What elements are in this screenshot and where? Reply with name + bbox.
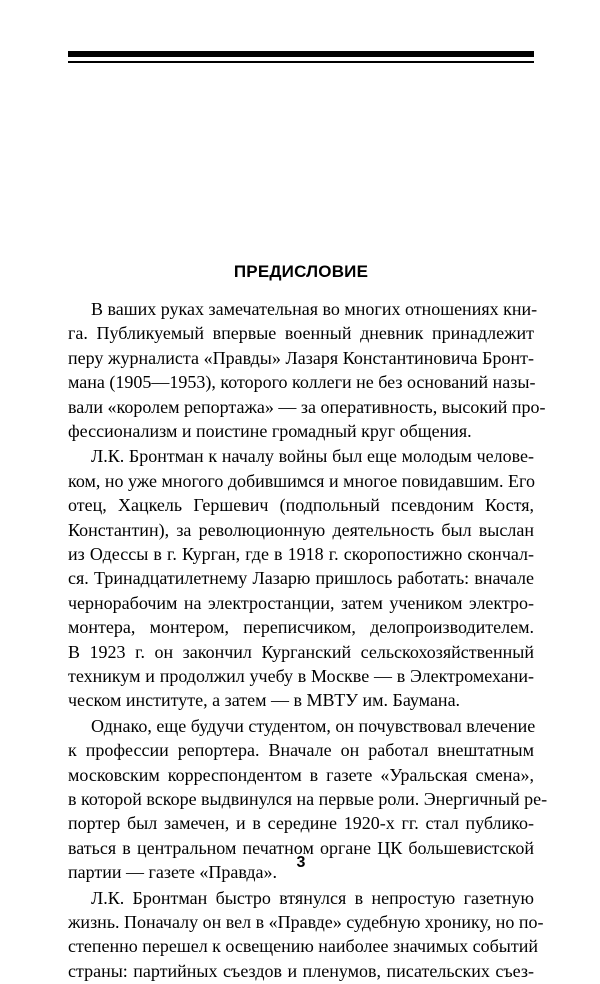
- text-line: Л.К. Бронтман к началу войны был еще молодым челове-: [91, 446, 534, 466]
- text-line: ческом институте, а затем — в МВТУ им. Баумана.: [68, 690, 461, 710]
- text-line: степенно перешел к освещению наиболее значимых событий: [68, 936, 538, 956]
- text-line: Константин), за революционную деятельность был выслан: [68, 520, 534, 540]
- text-line: Однако, еще будучи студентом, он почувствовал влечение: [91, 716, 536, 736]
- text-line: в которой вскоре выдвинулся на первые роли. Энергичный ре-: [68, 789, 548, 809]
- chapter-title: ПРЕДИСЛОВИЕ: [233, 262, 369, 281]
- text-line: жизнь. Поначалу он вел в «Правде» судебную хронику, но по-: [68, 912, 544, 932]
- text-line: га. Публикуемый впервые военный дневник принадлежит: [68, 323, 534, 343]
- text-line: из Одессы в г. Курган, где в 1918 г. скоропостижно скончал-: [68, 544, 534, 564]
- text-line: ваться в центральном печатном органе ЦК большевистской: [68, 838, 534, 858]
- text-line: вали «королем репортажа» — за оперативность, высокий про-: [68, 397, 546, 417]
- text-line: московским корреспондентом в газете «Уральская смена»,: [68, 765, 534, 785]
- text-line: фессионализм и поистине громадный круг общения.: [68, 421, 472, 441]
- text-line: партии — газете «Правда».: [68, 862, 278, 882]
- page-number: 3: [296, 854, 306, 871]
- text-line: В 1923 г. он закончил Курганский сельскохозяйственный: [68, 642, 534, 662]
- text-line: к профессии репортера. Вначале он работал внештатным: [68, 740, 534, 760]
- header-rule-thin: [68, 61, 534, 63]
- text-line: ся. Тринадцатилетнему Лазарю пришлось работать: вначале: [68, 568, 534, 588]
- text-line: страны: партийных съездов и пленумов, писательских съез-: [68, 961, 534, 981]
- text-line: техникум и продолжил учебу в Москве — в Электромехани-: [68, 666, 534, 686]
- text-line: отец, Хацкель Гершевич (подпольный псевдоним Костя,: [68, 495, 534, 515]
- text-line: Л.К. Бронтман быстро втянулся в непростую газетную: [91, 888, 534, 908]
- text-line: мана (1905—1953), которого коллеги не без оснований назы-: [68, 372, 536, 392]
- header-rule-thick: [68, 51, 534, 57]
- text-line: монтера, монтером, переписчиком, делопроизводителем.: [68, 617, 534, 637]
- text-line: перу журналиста «Правды» Лазаря Константиновича Бронт-: [68, 348, 534, 368]
- text-line: портер был замечен, и в середине 1920-х гг. стал публико-: [68, 813, 534, 833]
- text-line: чернорабочим на электростанции, затем учеником электро-: [68, 593, 534, 613]
- text-line: В ваших руках замечательная во многих отношениях кни-: [91, 299, 538, 319]
- text-line: ком, но уже многого добившимся и многое повидавшим. Его: [68, 471, 535, 491]
